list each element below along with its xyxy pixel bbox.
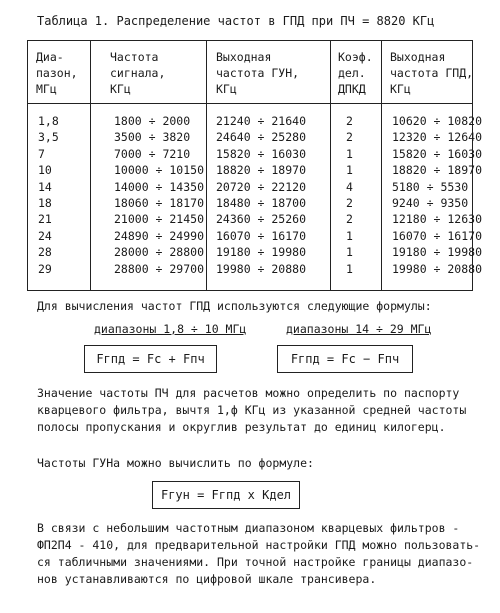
- table-cell: 28: [38, 245, 52, 260]
- table-cell: 7000 ÷ 7210: [114, 146, 191, 161]
- table-caption: Таблица 1. Распределение частот в ГПД при ПЧ = 8820 КГц: [37, 14, 435, 28]
- table-cell: 15820 ÷ 16030: [216, 146, 307, 161]
- formula-low-box: [84, 345, 217, 373]
- table-cell: 5180 ÷ 5530: [392, 179, 469, 194]
- table-cell: 15820 ÷ 16030: [392, 146, 483, 161]
- range-high-label: диапазоны 14 ÷ 29 МГц: [286, 322, 432, 336]
- table-cell: 9240 ÷ 9350: [392, 196, 469, 210]
- header-band: Диа- пазон, МГц: [36, 50, 78, 96]
- table-cell: 16070 ÷ 16170: [392, 228, 483, 243]
- table-cell: 2: [346, 130, 353, 145]
- table-cell: 29: [38, 261, 52, 276]
- table-cell: 3,5: [38, 130, 59, 145]
- column-divider: [381, 41, 382, 290]
- table-cell: 18820 ÷ 18970: [392, 163, 483, 178]
- table-cell: 1,8: [38, 114, 59, 128]
- table-cell: 20720 ÷ 22120: [216, 179, 307, 194]
- table-cell: 1: [346, 228, 353, 243]
- formula-low: Fгпд = Fс + Fпч: [96, 352, 205, 366]
- table-cell: 12180 ÷ 12630: [392, 212, 483, 227]
- table-cell: 19180 ÷ 19980: [392, 245, 483, 260]
- table-cell: 12320 ÷ 12640: [392, 130, 483, 145]
- table-cell: 24360 ÷ 25260: [216, 212, 307, 227]
- table-cell: 1: [346, 245, 353, 260]
- table-cell: 24890 ÷ 24990: [114, 228, 205, 243]
- table-cell: 18820 ÷ 18970: [216, 163, 307, 178]
- table-cell: 21: [38, 212, 52, 227]
- frequency-table: [27, 40, 483, 291]
- table-cell: 19180 ÷ 19980: [216, 245, 307, 260]
- formula-vco-box: [152, 481, 300, 509]
- table-cell: 24: [38, 228, 52, 243]
- table-cell: 1: [346, 146, 353, 161]
- final-paragraph: В связи с небольшим частотным диапазоном кварцевых фильтров - ФП2П4 - 410, для предварительной настройки ГПД можно пользовать- ся табличными значениями. При точной настройке границы диапазо- нов устанавливаются по цифровой шкале трансивера.: [37, 521, 481, 586]
- table-cell: 16070 ÷ 16170: [216, 228, 307, 243]
- table-cell: 3500 ÷ 3820: [114, 130, 191, 145]
- table-cell: 4: [346, 179, 353, 194]
- formula-vco: Fгун = Fгпд x Кдел: [160, 488, 292, 502]
- table-cell: 18480 ÷ 18700: [216, 196, 307, 210]
- table-cell: 1: [346, 163, 353, 178]
- table-cell: 21240 ÷ 21640: [216, 114, 307, 128]
- formula-high-box: [277, 345, 413, 373]
- header-divider: [28, 103, 472, 104]
- table-cell: 1800 ÷ 2000: [114, 114, 191, 128]
- table-cell: 19980 ÷ 20880: [392, 261, 483, 276]
- table-cell: 18060 ÷ 18170: [114, 196, 205, 210]
- header-signal-freq: Частота сигнала, КГц: [110, 50, 166, 96]
- table-cell: 24640 ÷ 25280: [216, 130, 307, 145]
- table-cell: 7: [38, 146, 45, 161]
- range-low-label: диапазоны 1,8 ÷ 10 МГц: [94, 322, 247, 336]
- table-cell: 14000 ÷ 14350: [114, 179, 205, 194]
- vco-intro: Частоты ГУНа можно вычислить по формуле:: [37, 456, 314, 470]
- table-cell: 10620 ÷ 10820: [392, 114, 483, 128]
- table-cell: 1: [346, 261, 353, 276]
- column-divider: [90, 41, 91, 290]
- table-cell: 14: [38, 179, 52, 194]
- formula-high: Fгпд = Fс − Fпч: [290, 352, 400, 366]
- table-cell: 2: [346, 196, 353, 210]
- formulas-intro: Для вычисления частот ГПД используются следующие формулы:: [37, 299, 432, 313]
- table-cell: 10000 ÷ 10150: [114, 163, 205, 178]
- table-cell: 18: [38, 196, 52, 210]
- header-vco-freq: Выходная частота ГУН, КГц: [216, 50, 300, 96]
- if-paragraph: Значение частоты ПЧ для расчетов можно определить по паспорту кварцевого фильтра, вычтя 1,ф КГц из указанной средней частоты полосы пропускания и округлив результат до единиц килогерц.: [37, 386, 467, 434]
- table-cell: 28000 ÷ 28800: [114, 245, 205, 260]
- header-vfo-freq: Выходная частота ГПД, КГц: [390, 50, 474, 96]
- column-divider: [206, 41, 207, 290]
- table-cell: 21000 ÷ 21450: [114, 212, 205, 227]
- table-cell: 2: [346, 114, 353, 128]
- header-divider-coef: Коэф. дел. ДПКД: [338, 50, 373, 96]
- table-cell: 28800 ÷ 29700: [114, 261, 205, 276]
- column-divider: [330, 41, 331, 290]
- table-cell: 2: [346, 212, 353, 227]
- table-cell: 10: [38, 163, 52, 178]
- table-cell: 19980 ÷ 20880: [216, 261, 307, 276]
